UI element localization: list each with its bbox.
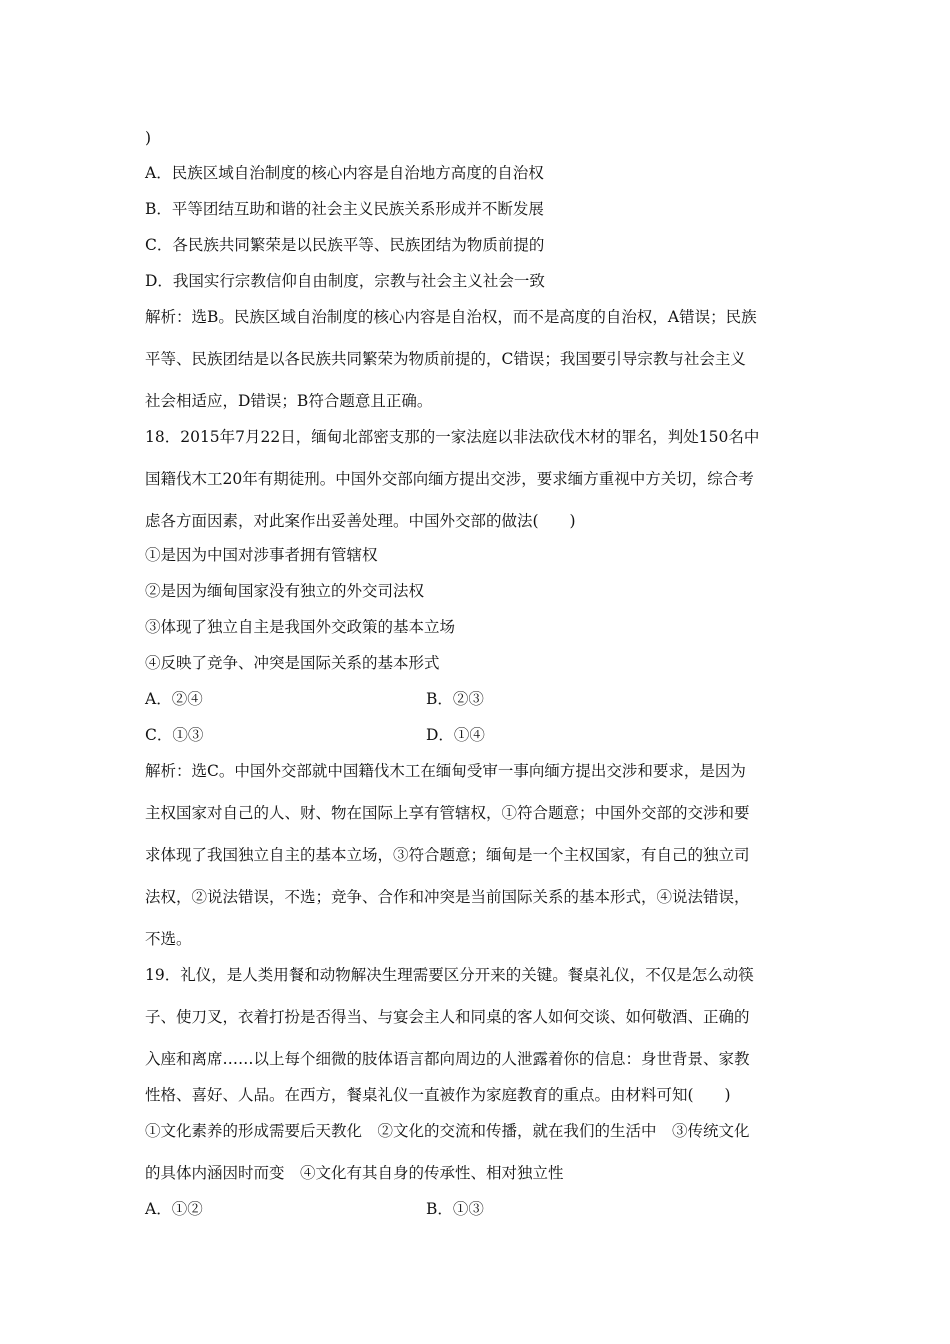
q19-stem-line: 子、使刀叉，衣着打扮是否得当、与宴会主人和同桌的客人如何交谈、如何敬酒、正确的: [145, 1008, 750, 1026]
q18-choice-d: D．①④: [426, 726, 485, 744]
q19-stem-line: 入座和离席……以上每个细微的肢体语言都向周边的人泄露着你的信息：身世背景、家教: [145, 1050, 750, 1068]
q17-option-b: B．平等团结互助和谐的社会主义民族关系形成并不断发展: [145, 200, 544, 218]
q18-analysis-line: 解析：选C。中国外交部就中国籍伐木工在缅甸受审一事向缅方提出交涉和要求，是因为: [145, 762, 746, 780]
q18-choice-b: B．②③: [426, 690, 484, 708]
q18-statement-2: ②是因为缅甸国家没有独立的外交司法权: [145, 582, 425, 600]
q18-statement-4: ④反映了竞争、冲突是国际关系的基本形式: [145, 654, 440, 672]
q18-analysis-line: 不选。: [145, 930, 192, 948]
q19-stem-line: 19．礼仪，是人类用餐和动物解决生理需要区分开来的关键。餐桌礼仪，不仅是怎么动筷: [145, 966, 754, 984]
q17-option-c: C．各民族共同繁荣是以民族平等、民族团结为物质前提的: [145, 236, 545, 254]
q18-choice-a: A．②④: [145, 690, 203, 708]
q17-analysis-line: 平等、民族团结是以各民族共同繁荣为物质前提的，C错误；我国要引导宗教与社会主义: [145, 350, 746, 368]
q18-statement-3: ③体现了独立自主是我国外交政策的基本立场: [145, 618, 456, 636]
q19-statements-line: ①文化素养的形成需要后天教化 ②文化的交流和传播，就在我们的生活中 ③传统文化: [145, 1122, 750, 1140]
q19-statements-line: 的具体内涵因时而变 ④文化有其自身的传承性、相对独立性: [145, 1164, 564, 1182]
q17-stem-tail: ): [145, 129, 152, 147]
q17-option-d: D．我国实行宗教信仰自由制度，宗教与社会主义社会一致: [145, 272, 545, 290]
q18-analysis-line: 法权，②说法错误，不选；竞争、合作和冲突是当前国际关系的基本形式，④说法错误，: [145, 888, 750, 906]
q19-choice-a: A．①②: [145, 1200, 203, 1218]
q18-choice-c: C．①③: [145, 726, 204, 744]
q17-option-a: A．民族区域自治制度的核心内容是自治地方高度的自治权: [145, 164, 544, 182]
q19-choice-b: B．①③: [426, 1200, 484, 1218]
q18-stem-line: 18．2015年7月22日，缅甸北部密支那的一家法庭以非法砍伐木材的罪名，判处150名中: [145, 428, 760, 446]
q18-analysis-line: 主权国家对自己的人、财、物在国际上享有管辖权，①符合题意；中国外交部的交涉和要: [145, 804, 750, 822]
q17-analysis-line: 解析：选B。民族区域自治制度的核心内容是自治权，而不是高度的自治权，A错误；民族: [145, 308, 757, 326]
q18-stem-line: 国籍伐木工20年有期徒刑。中国外交部向缅方提出交涉，要求缅方重视中方关切，综合考: [145, 470, 754, 488]
q18-analysis-line: 求体现了我国独立自主的基本立场，③符合题意；缅甸是一个主权国家，有自己的独立司: [145, 846, 750, 864]
q18-statement-1: ①是因为中国对涉事者拥有管辖权: [145, 546, 378, 564]
q19-stem-line: 性格、喜好、人品。在西方，餐桌礼仪一直被作为家庭教育的重点。由材料可知( ): [145, 1086, 731, 1104]
q18-stem-line: 虑各方面因素，对此案作出妥善处理。中国外交部的做法( ): [145, 512, 576, 530]
q17-analysis-line: 社会相适应，D错误；B符合题意且正确。: [145, 392, 433, 410]
